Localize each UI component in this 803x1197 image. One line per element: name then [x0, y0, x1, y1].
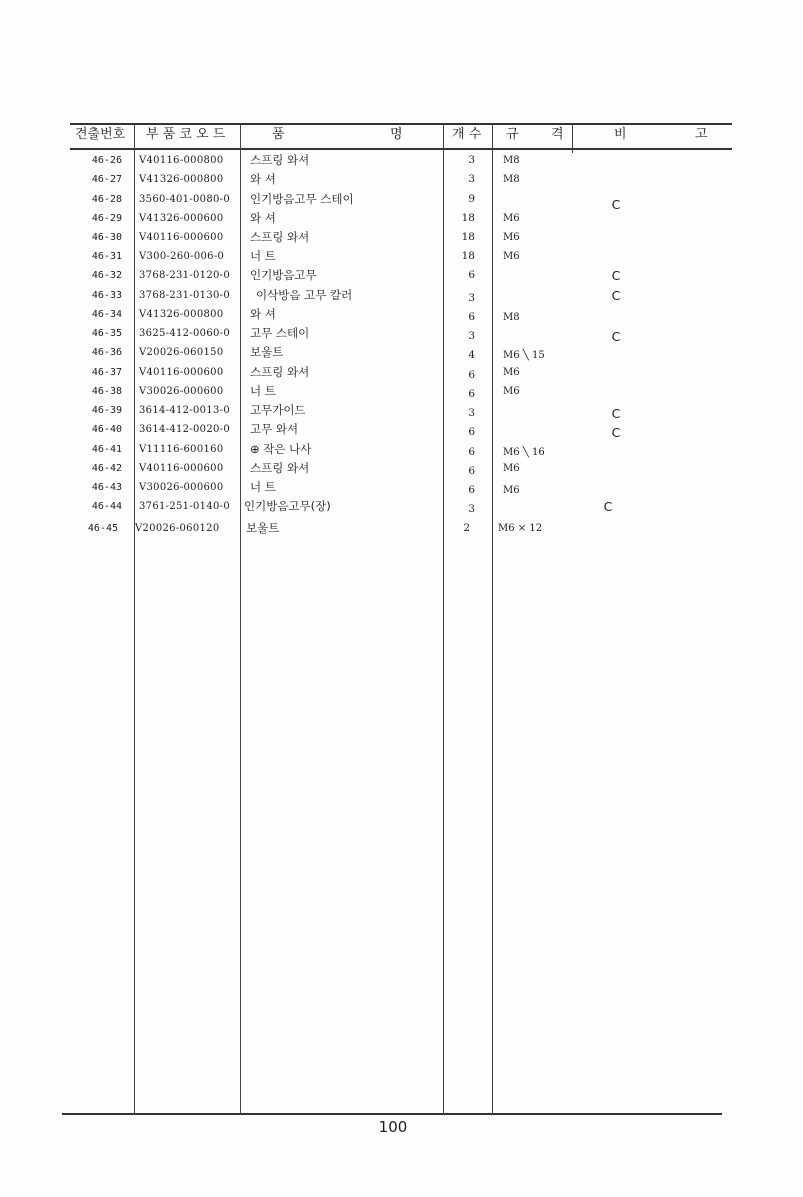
header-name-right: 명 [390, 127, 403, 142]
part-number: 46-33 [91, 290, 122, 301]
part-name: 너 트 [250, 384, 276, 398]
part-code: V40116-000600 [139, 232, 224, 243]
table-row [0, 228, 803, 247]
part-code: 3768-231-0130-0 [139, 290, 230, 301]
part-number: 46-32 [91, 270, 122, 281]
header-bottom-rule [70, 148, 732, 150]
table-row [0, 190, 803, 212]
table-row [0, 459, 803, 478]
part-number: 46-38 [91, 386, 122, 397]
part-quantity: 3 [468, 503, 475, 515]
part-code: V300-260-006-0 [139, 251, 225, 262]
part-quantity: 18 [461, 250, 475, 262]
table-row [0, 478, 803, 497]
part-quantity: 6 [468, 388, 475, 400]
part-spec: M6 [503, 367, 520, 378]
part-name: 너 트 [250, 249, 276, 263]
bleed-through-background [60, 600, 740, 1100]
table-row [0, 519, 803, 538]
part-quantity: 6 [468, 311, 475, 323]
table-row [0, 305, 803, 324]
header-code: 부 품 코 오 드 [146, 127, 226, 142]
header-spec-right: 격 [551, 127, 564, 142]
part-name: 스프링 와셔 [250, 153, 310, 167]
table-row [0, 170, 803, 189]
part-code: V30026-000600 [139, 482, 224, 493]
table-row [0, 382, 803, 401]
page-number: 100 [378, 1118, 408, 1136]
part-code: V41326-000800 [139, 174, 224, 185]
part-note: C [611, 406, 621, 421]
part-note: C [611, 197, 621, 212]
part-name: 스프링 와셔 [250, 461, 310, 475]
part-number: 46-44 [91, 501, 122, 512]
part-spec: M8 [503, 174, 520, 185]
part-spec: M6 [503, 213, 520, 224]
part-number: 46-45 [87, 523, 118, 534]
part-quantity: 3 [468, 407, 475, 419]
part-name: 고무 스테이 [250, 326, 310, 340]
part-spec: M8 [503, 312, 520, 323]
part-quantity: 6 [468, 369, 475, 381]
part-number: 46-31 [91, 251, 122, 262]
table-row [0, 440, 803, 459]
part-number: 46-29 [91, 213, 122, 224]
part-number: 46-36 [91, 347, 122, 358]
table-row [0, 286, 803, 305]
table-row [0, 247, 803, 266]
part-code: 3614-412-0020-0 [139, 424, 230, 435]
part-code: 3761-251-0140-0 [139, 501, 230, 512]
part-name: 고무가이드 [250, 403, 306, 417]
header-name-left: 품 [272, 127, 285, 142]
header-note-left: 비 [614, 127, 627, 142]
part-code: 3768-231-0120-0 [139, 270, 230, 281]
part-number: 46-43 [91, 482, 122, 493]
part-code: V40116-000600 [139, 367, 224, 378]
part-name: 스프링 와셔 [250, 365, 310, 379]
part-quantity: 6 [468, 465, 475, 477]
part-quantity: 3 [468, 330, 475, 342]
part-number: 46-28 [91, 194, 122, 205]
part-spec: M6 [503, 386, 520, 397]
part-note: C [611, 288, 621, 303]
part-spec: M6 [503, 463, 520, 474]
part-quantity: 9 [468, 193, 475, 205]
part-note: C [611, 329, 621, 344]
part-spec: M6 ╲ 15 [503, 350, 545, 361]
part-name: 스프링 와셔 [250, 230, 310, 244]
part-quantity: 18 [461, 231, 475, 243]
part-code: V41326-000800 [139, 309, 224, 320]
part-name: 와 셔 [250, 211, 276, 225]
part-spec: M6 [503, 232, 520, 243]
table-row [0, 324, 803, 343]
part-quantity: 3 [468, 173, 475, 185]
part-quantity: 6 [468, 446, 475, 458]
table-row [0, 363, 803, 382]
part-name: 와 셔 [250, 307, 276, 321]
part-number: 46-35 [91, 328, 122, 339]
part-quantity: 6 [468, 484, 475, 496]
part-note: C [611, 268, 621, 283]
part-note: C [611, 425, 621, 440]
table-row [0, 151, 803, 170]
part-name: 고무 와셔 [250, 422, 299, 436]
part-spec: M6 × 12 [498, 523, 543, 534]
part-name: 인기방음고무 [250, 268, 317, 282]
part-number: 46-42 [91, 463, 122, 474]
part-name: ⊕ 작은 나사 [250, 442, 312, 456]
part-number: 46-26 [91, 155, 122, 166]
part-quantity: 18 [461, 212, 475, 224]
part-name: 보울트 [250, 345, 284, 359]
part-code: V30026-000600 [139, 386, 224, 397]
part-quantity: 3 [468, 292, 475, 304]
part-spec: M6 [503, 485, 520, 496]
part-code: V40116-000800 [139, 155, 224, 166]
part-quantity: 3 [468, 154, 475, 166]
part-name: 너 트 [250, 480, 276, 494]
part-note: C [603, 499, 613, 514]
table-row [0, 401, 803, 420]
part-name: 보울트 [246, 521, 280, 535]
part-number: 46-30 [91, 232, 122, 243]
part-name: 와 셔 [250, 172, 276, 186]
part-name: 인기방음고무 스테이 [250, 192, 354, 206]
part-code: V20026-060120 [135, 523, 220, 534]
part-quantity: 2 [463, 522, 470, 534]
header-no: 견출번호 [75, 127, 126, 142]
part-number: 46-40 [91, 424, 122, 435]
part-number: 46-39 [91, 405, 122, 416]
part-code: V11116-600160 [139, 444, 224, 455]
part-name: 인기방음고무(장) [244, 499, 331, 513]
part-number: 46-27 [91, 174, 122, 185]
table-row [0, 420, 803, 439]
table-row [0, 497, 803, 516]
part-number: 46-34 [91, 309, 122, 320]
part-number: 46-37 [91, 367, 122, 378]
part-quantity: 4 [468, 349, 475, 361]
table-row [0, 266, 803, 285]
part-number: 46-41 [91, 444, 122, 455]
header-spec-left: 규 [506, 127, 519, 142]
part-quantity: 6 [468, 269, 475, 281]
part-quantity: 6 [468, 426, 475, 438]
part-code: 3614-412-0013-0 [139, 405, 230, 416]
header-qty: 개 수 [452, 127, 482, 142]
header-note-right: 고 [695, 127, 708, 142]
part-code: 3625-412-0060-0 [139, 328, 230, 339]
part-code: V41326-000600 [139, 213, 224, 224]
part-spec: M8 [503, 155, 520, 166]
part-spec: M6 ╲ 16 [503, 447, 545, 458]
table-row [0, 209, 803, 228]
part-name: 이삭방음 고무 칼러 [256, 288, 353, 302]
column-divider [572, 123, 573, 153]
part-spec: M6 [503, 251, 520, 262]
part-code: 3560-401-0080-0 [139, 194, 230, 205]
part-code: V40116-000600 [139, 463, 224, 474]
table-row [0, 343, 803, 362]
part-code: V20026-060150 [139, 347, 224, 358]
table-bottom-rule [62, 1113, 722, 1115]
